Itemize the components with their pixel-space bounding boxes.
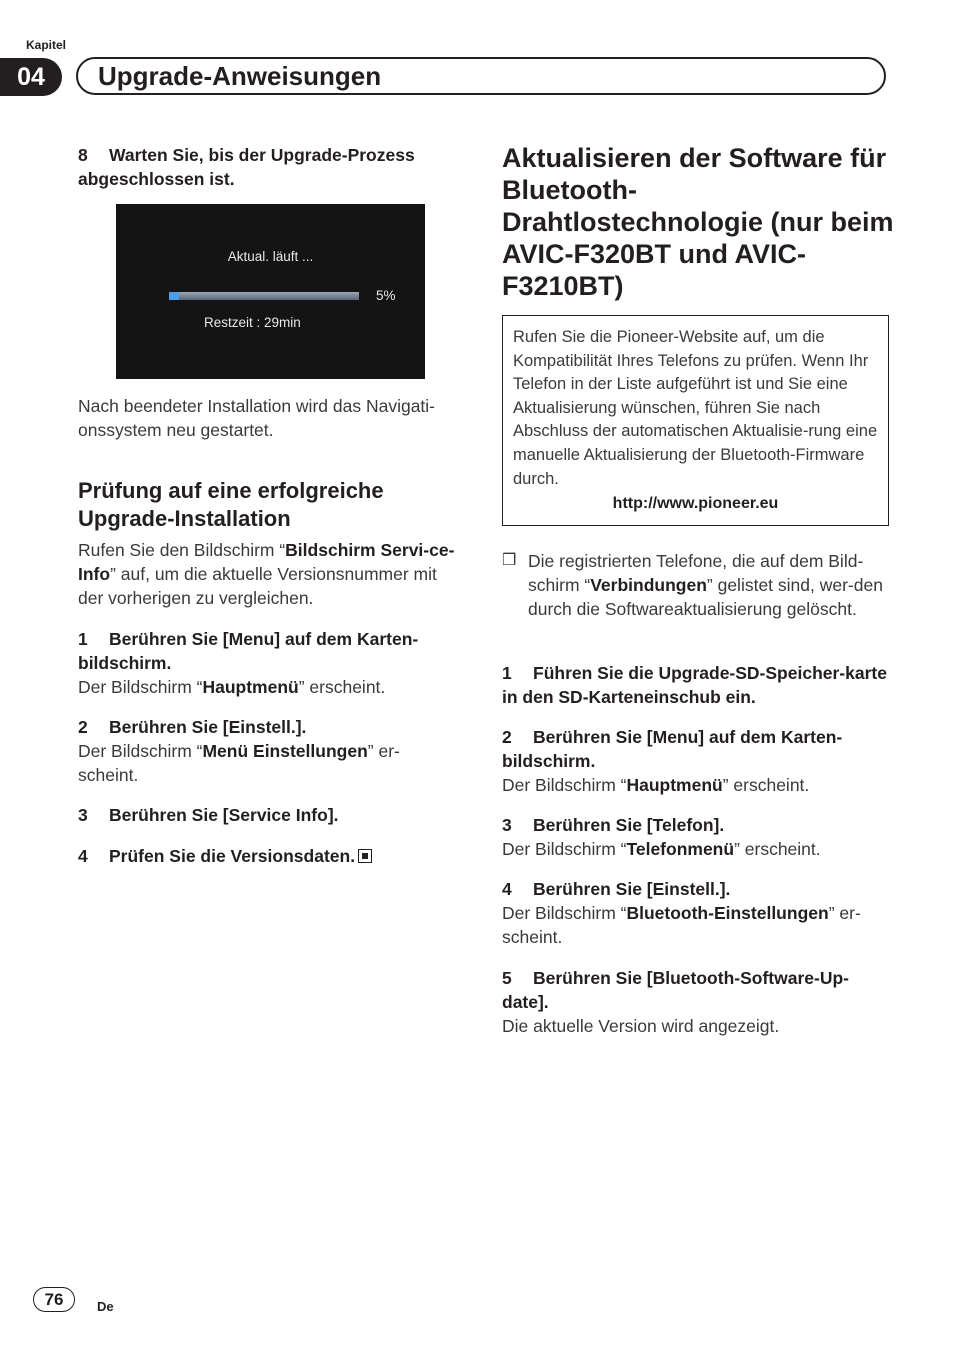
- left-step-1: [78, 627, 458, 699]
- desc-bold: Hauptmenü: [626, 775, 723, 795]
- checkbox-bullet-icon: ❒: [502, 552, 517, 569]
- note-box: [502, 315, 889, 526]
- desc-post: ” er-scheint.: [78, 741, 400, 785]
- language-code: De: [97, 1299, 114, 1314]
- kapitel-label: Kapitel: [26, 38, 67, 52]
- step-number: 3: [502, 815, 512, 835]
- after-install-text: Nach beendeter Installation wird das Navigati-onssystem neu gestartet.: [78, 396, 435, 440]
- step-text: Berühren Sie [Service Info].: [109, 805, 339, 825]
- note-bullet: [502, 549, 888, 621]
- bullet-post: ” gelistet sind, wer-den durch die Softwareaktualisierung gelöscht.: [528, 575, 883, 619]
- desc-bold: Menü Einstellungen: [202, 741, 368, 761]
- section-heading-bluetooth: Aktualisieren der Software für Bluetooth-Drahtlostechnologie (nur beim AVIC-F320BT und AVIC-F3210BT): [502, 143, 894, 301]
- step-number: 4: [502, 879, 512, 899]
- right-step-1: [502, 661, 888, 709]
- step-text: Führen Sie die Upgrade-SD-Speicher-karte in den SD-Karteneinschub ein.: [502, 663, 887, 707]
- step-text: Berühren Sie [Einstell.].: [533, 879, 731, 899]
- progress-percent: 5%: [376, 288, 396, 303]
- section-heading-verify: Prüfung auf eine erfolgreiche Upgrade-Installation: [78, 478, 384, 531]
- desc-bold: Telefonmenü: [626, 839, 735, 859]
- desc-bold: Hauptmenü: [202, 677, 299, 697]
- step-number: 8: [78, 145, 88, 165]
- desc-post: ” erscheint.: [722, 775, 810, 795]
- step-number: 3: [78, 805, 88, 825]
- chapter-title: Upgrade-Anweisungen: [98, 61, 382, 91]
- desc-post: ” erscheint.: [734, 839, 821, 859]
- desc-bold: Bluetooth-Einstellungen: [626, 903, 829, 923]
- update-status-text: Aktual. läuft ...: [227, 249, 314, 264]
- page-number: 76: [33, 1287, 75, 1312]
- bullet-pre: Die registrierten Telefone, die auf dem Bild-schirm “: [528, 551, 864, 595]
- desc-post: ” er-scheint.: [502, 903, 861, 947]
- step-text: Berühren Sie [Einstell.].: [109, 717, 307, 737]
- step-text: Prüfen Sie die Versionsdaten.: [109, 846, 356, 866]
- desc-pre: Der Bildschirm “: [502, 775, 627, 795]
- intro-post: ” auf, um die aktuelle Versionsnummer mit der vorherigen zu vergleichen.: [78, 564, 437, 608]
- verify-intro: [78, 538, 464, 610]
- pioneer-website-link[interactable]: http://www.pioneer.eu: [612, 495, 779, 513]
- step-number: 4: [78, 846, 88, 866]
- step-number: 2: [502, 727, 512, 747]
- progress-track: [169, 292, 359, 300]
- end-of-section-icon: [358, 849, 372, 863]
- desc-post: ” erscheint.: [298, 677, 386, 697]
- upgrade-progress-screenshot: [116, 204, 425, 379]
- right-step-2: [502, 725, 888, 797]
- desc-pre: Der Bildschirm “: [78, 741, 203, 761]
- desc-pre: Der Bildschirm “: [78, 677, 203, 697]
- desc-pre: Der Bildschirm “: [502, 903, 627, 923]
- step-text: Berühren Sie [Telefon].: [533, 815, 725, 835]
- step-desc: Die aktuelle Version wird angezeigt.: [502, 1016, 780, 1036]
- right-step-5: [502, 966, 888, 1038]
- left-step-3: [78, 803, 458, 827]
- right-step-4: [502, 877, 888, 949]
- step-text: Warten Sie, bis der Upgrade-Prozess abgeschlossen ist.: [78, 145, 415, 189]
- step-number: 1: [78, 629, 88, 649]
- step-number: 5: [502, 968, 512, 988]
- step-number: 1: [502, 663, 512, 683]
- bullet-bold: Verbindungen: [590, 575, 707, 595]
- intro-pre: Rufen Sie den Bildschirm “: [78, 540, 286, 560]
- left-step-2: [78, 715, 458, 787]
- progress-fill: [169, 292, 179, 300]
- desc-pre: Der Bildschirm “: [502, 839, 627, 859]
- remaining-time: Restzeit : 29min: [204, 315, 301, 330]
- note-text: Rufen Sie die Pioneer-Website auf, um die Kompatibilität Ihres Telefons zu prüfen. Wenn Ihr Telefon in der Liste aufgeführt ist und Sie eine Aktualisierung wünschen, führen Sie nach Abschluss der automatischen Aktualisie-rung eine manuelle Aktualisierung der Bluetooth-Firmware durch.: [513, 328, 878, 488]
- step-text: Berühren Sie [Menu] auf dem Karten-bildschirm.: [502, 727, 843, 771]
- intro-bold: Bildschirm Servi-ce-Info: [78, 540, 455, 584]
- step-text: Berühren Sie [Menu] auf dem Karten-bildschirm.: [78, 629, 419, 673]
- step-number: 2: [78, 717, 88, 737]
- step-text: Berühren Sie [Bluetooth-Software-Up-date].: [502, 968, 849, 1012]
- right-step-3: [502, 813, 888, 861]
- left-step-4: [78, 844, 458, 868]
- chapter-number-badge: 04: [0, 58, 62, 96]
- left-step-8: [78, 143, 460, 191]
